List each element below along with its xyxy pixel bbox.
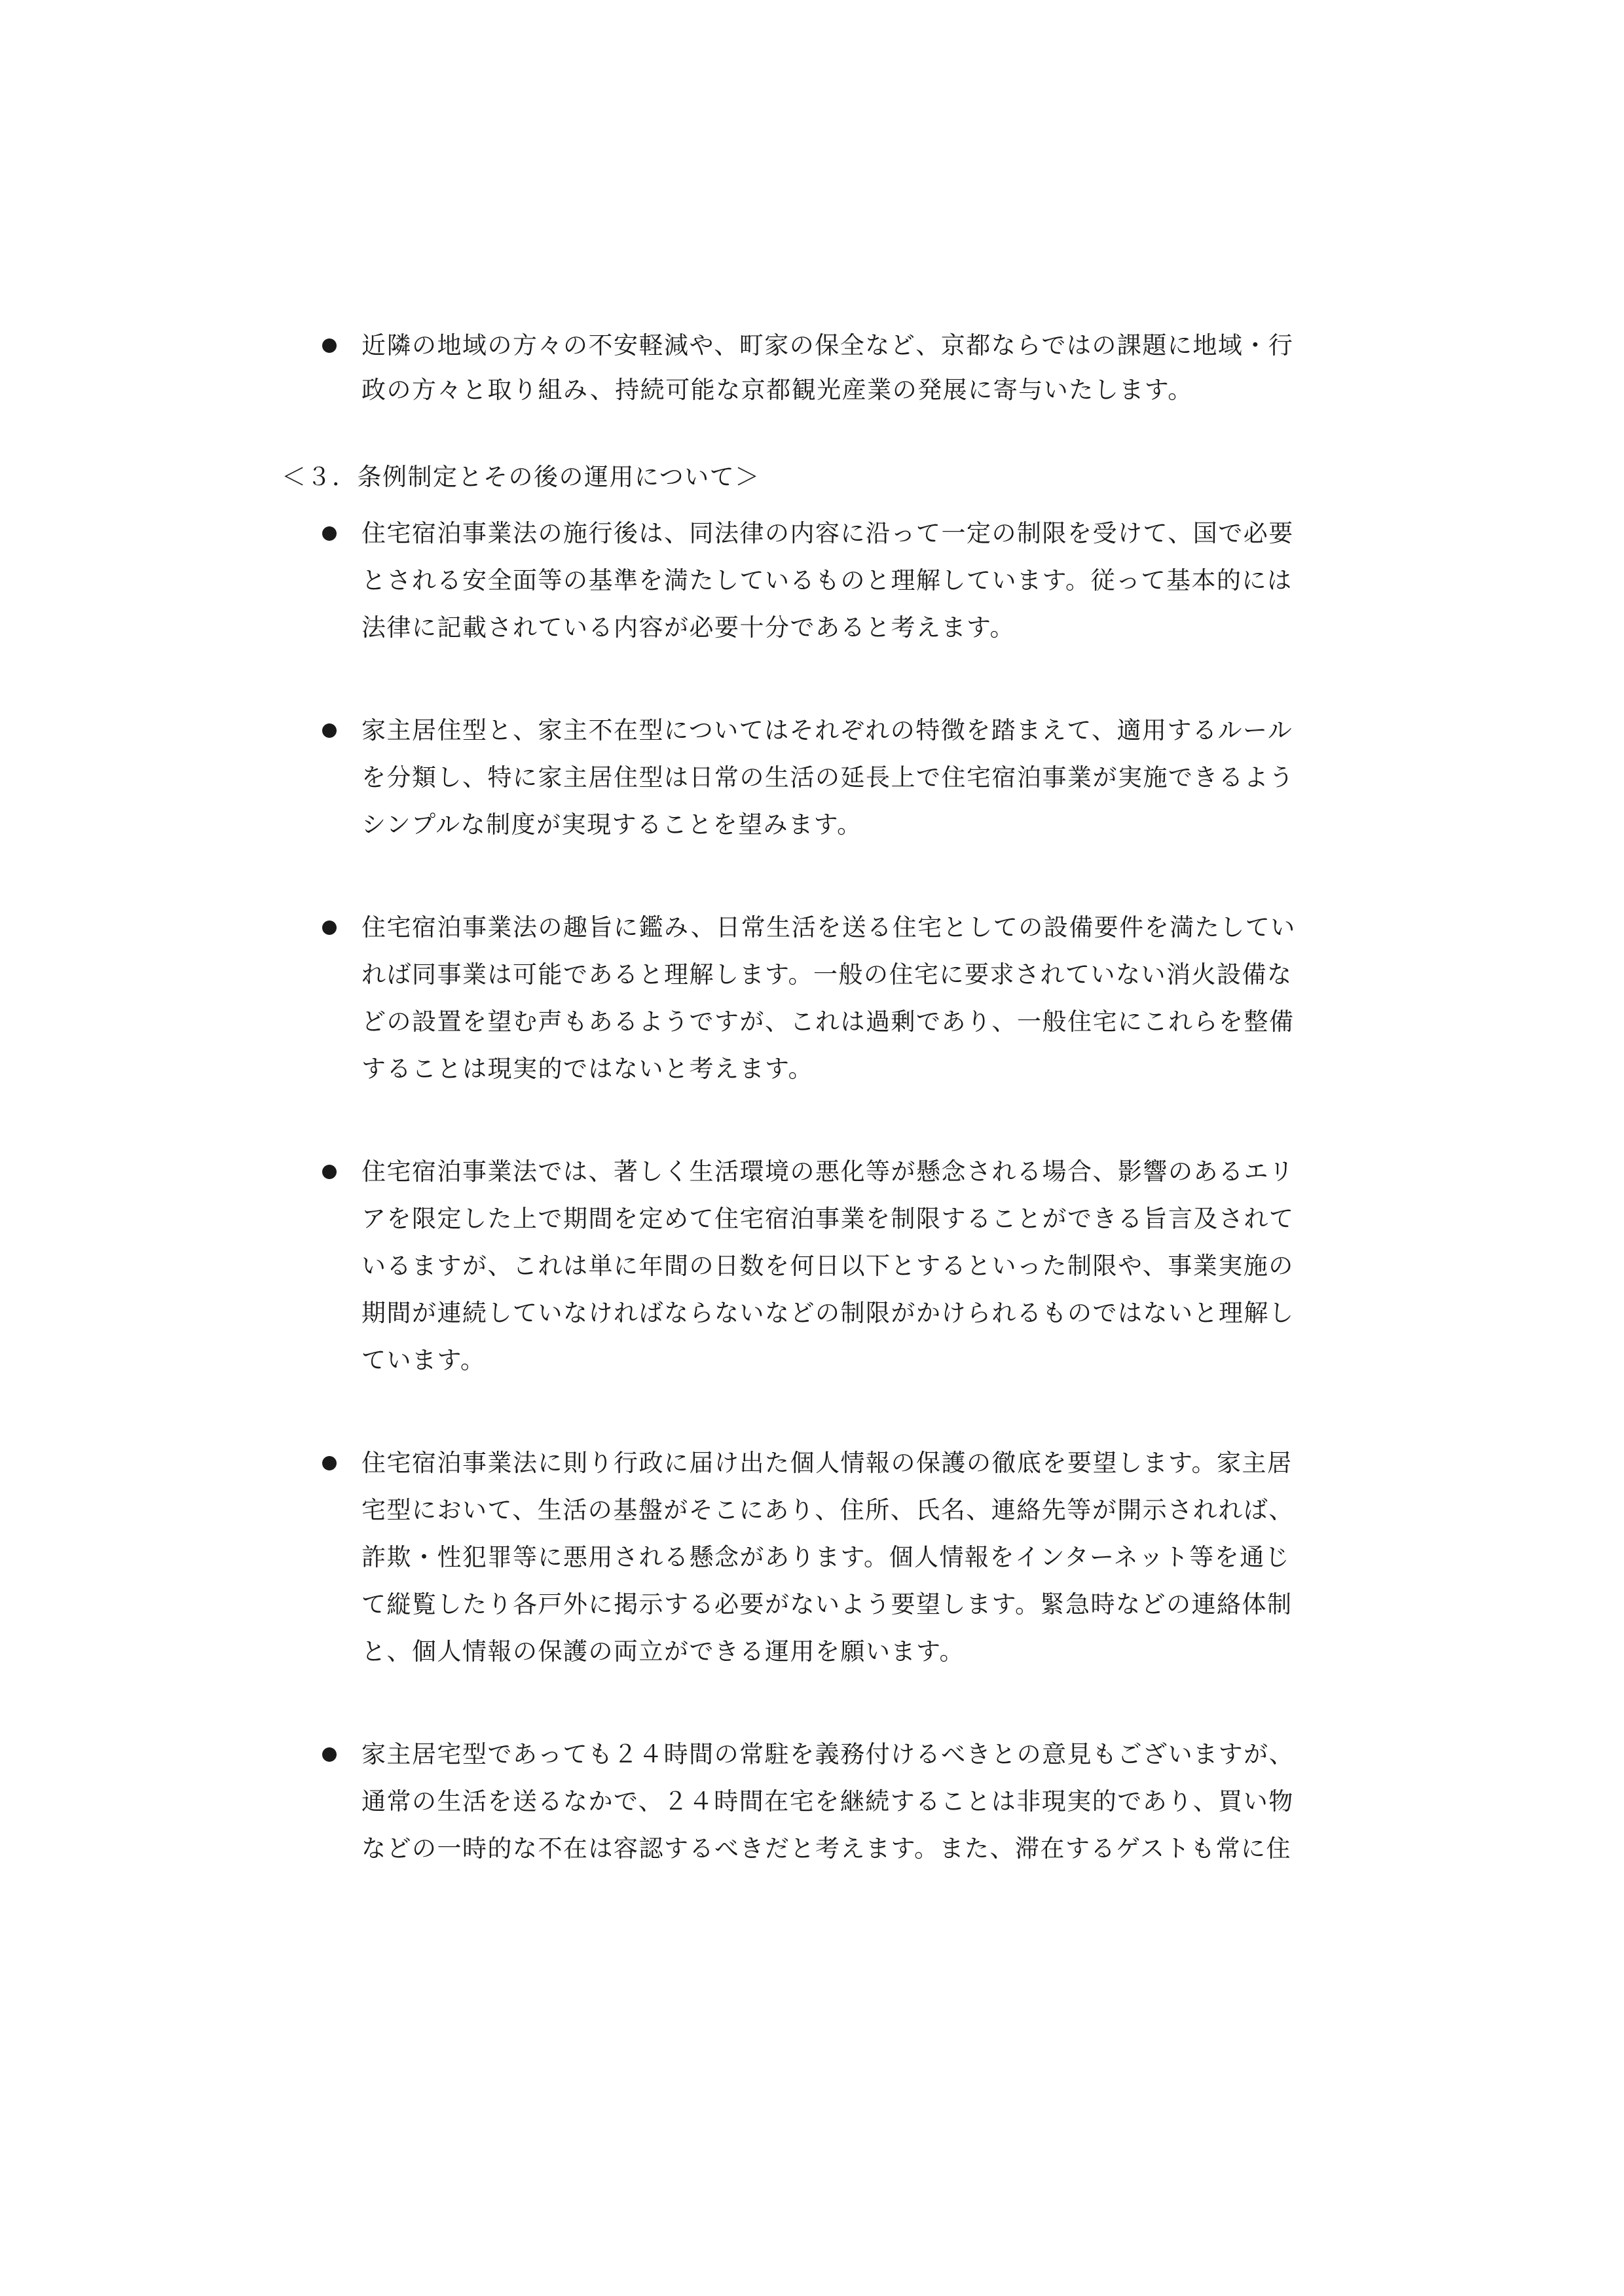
bullet-4-line-4: ています。 — [361, 1346, 486, 1374]
bullet-3-line-3: することは現実的ではないと考えます。 — [361, 1055, 814, 1083]
bullet-5-line-1: 宅型において、生活の基盤がそこにあり、住所、氏名、連絡先等が開示されれば、 — [361, 1496, 1294, 1524]
bullet-1-line-2: 法律に記載されている内容が必要十分であると考えます。 — [361, 613, 1016, 642]
bullet-marker — [322, 1456, 337, 1470]
bullet-5-line-4: と、個人情報の保護の両立ができる運用を願います。 — [361, 1637, 965, 1666]
bullet-5-line-2: 詐欺・性犯罪等に悪用される懸念があります。個人情報をインターネット等を通じ — [361, 1543, 1291, 1571]
bullet-marker — [322, 526, 337, 541]
bullet-6-line-0: 家主居宅型であっても２４時間の常駐を義務付けるべきとの意見もございますが、 — [361, 1740, 1295, 1768]
bullet-6-line-1: 通常の生活を送るなかで、２４時間在宅を継続することは非現実的であり、買い物 — [361, 1787, 1294, 1815]
bullet-6-line-2: などの一時的な不在は容認するべきだと考えます。また、滞在するゲストも常に住 — [361, 1834, 1292, 1863]
bullet-1-line-1: とされる安全面等の基準を満たしているものと理解しています。従って基本的には — [361, 566, 1293, 594]
bullet-4-line-0: 住宅宿泊事業法では、著しく生活環境の悪化等が懸念される場合、影響のあるエリ — [361, 1157, 1295, 1186]
bullet-marker — [322, 920, 337, 935]
bullet-5-line-0: 住宅宿泊事業法に則り行政に届け出た個人情報の保護の徹底を要望します。家主居 — [361, 1449, 1293, 1477]
bullet-2-line-0: 家主居住型と、家主不在型についてはそれぞれの特徴を踏まえて、適用するルール — [361, 716, 1293, 744]
bullet-5-line-3: て縦覧したり各戸外に掲示する必要がないよう要望します。緊急時などの連絡体制 — [361, 1590, 1293, 1618]
bullet-4-line-1: アを限定した上で期間を定めて住宅宿泊事業を制限することができる旨言及されて — [361, 1205, 1295, 1233]
bullet-3-line-2: どの設置を望む声もあるようですが、これは過剰であり、一般住宅にこれらを整備 — [361, 1008, 1295, 1036]
bullet-marker — [322, 1165, 337, 1179]
bullet-3-line-1: れば同事業は可能であると理解します。一般の住宅に要求されていない消火設備な — [361, 960, 1293, 989]
bullet-4-line-3: 期間が連続していなければならないなどの制限がかけられるものではないと理解し — [361, 1299, 1295, 1327]
bullet-0-line-1: 政の方々と取り組み、持続可能な京都観光産業の発展に寄与いたします。 — [361, 376, 1193, 404]
bullet-4-line-2: いるますが、これは単に年間の日数を何日以下とするといった制限や、事業実施の — [361, 1252, 1294, 1280]
bullet-marker — [322, 723, 337, 738]
bullet-marker — [322, 1747, 337, 1762]
bullet-1-line-0: 住宅宿泊事業法の施行後は、同法律の内容に沿って一定の制限を受けて、国で必要 — [361, 519, 1294, 547]
bullet-3-line-0: 住宅宿泊事業法の趣旨に鑑み、日常生活を送る住宅としての設備要件を満たしてい — [361, 913, 1296, 941]
bullet-2-line-2: シンプルな制度が実現することを望みます。 — [361, 811, 862, 839]
bullet-2-line-1: を分類し、特に家主居住型は日常の生活の延長上で住宅宿泊事業が実施できるよう — [361, 763, 1295, 792]
section-heading: ＜３．条例制定とその後の運用について＞ — [282, 463, 760, 491]
bullet-0-line-0: 近隣の地域の方々の不安軽減や、町家の保全など、京都ならではの課題に地域・行 — [361, 331, 1294, 359]
bullet-marker — [322, 338, 337, 353]
